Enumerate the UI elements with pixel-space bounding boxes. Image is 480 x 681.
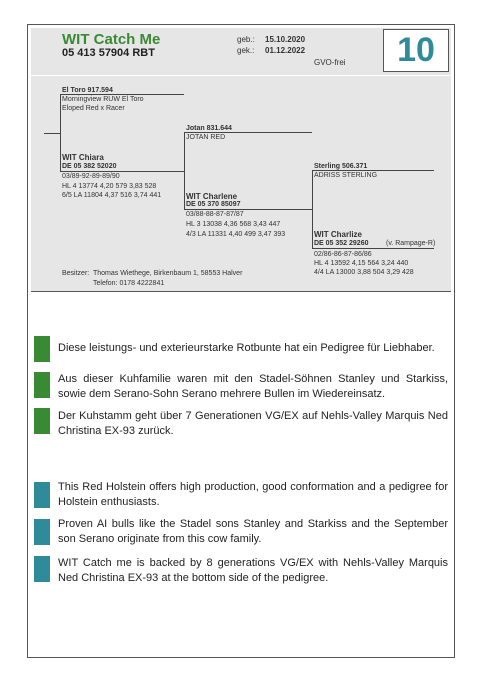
charlize-row2: 4/4 LA 13000 3,88 504 3,29 428 — [314, 269, 414, 276]
paragraph-en-1: This Red Holstein offers high production, good conformation and a pedigree for Holstein enthusiasts. — [58, 481, 448, 508]
line-granddam-sire-vertical — [312, 170, 313, 248]
paragraph-en-3: WIT Catch me is backed by 8 generations VG/EX with Nehls-Valley Marquis Ned Christina EX-93 at the bottom side of the pedigree. — [58, 557, 448, 584]
cow-id: 05 413 57904 RBT — [62, 47, 155, 59]
owner-address: Thomas Wiethege, Birkenbaum 1, 58553 Halver — [93, 270, 243, 277]
paragraph-en-2: Proven AI bulls like the Stadel sons Stanley and Starkiss and the September son Serano originate from this cow family. — [58, 518, 448, 545]
chiara-lactation: 03/89-92-89-89/90 — [62, 173, 120, 180]
line-sterling — [312, 170, 434, 171]
birth-date: 15.10.2020 — [265, 35, 306, 44]
line-root-stub — [44, 133, 60, 134]
sterling-name: Sterling 506.371 — [314, 163, 368, 170]
teal-marker — [34, 482, 50, 508]
chiara-row1: HL 4 13774 4,20 579 3,83 528 — [62, 183, 157, 190]
charlize-name: WIT Charlize — [314, 230, 363, 239]
cow-name: WIT Catch Me — [62, 31, 161, 48]
chiara-id: DE 05 382 52020 — [62, 163, 117, 170]
line-dam-sire-vertical — [184, 132, 185, 210]
charlene-row1: HL 3 13038 4,36 568 3,43 447 — [186, 221, 281, 228]
charlene-name: WIT Charlene — [186, 192, 238, 201]
owner-phone: Telefon: 0178 4222841 — [93, 280, 165, 287]
gvo-status: GVO-frei — [314, 58, 346, 67]
catalog-number: 10 — [397, 31, 435, 69]
birth-label: geb.: — [237, 35, 255, 44]
charlene-row2: 4/3 LA 11331 4,40 499 3,47 393 — [186, 231, 286, 238]
charlene-lactation: 03/88-88-87-87/87 — [186, 211, 244, 218]
jotan-line1: JOTAN RED — [186, 134, 226, 141]
charlize-id: DE 05 352 29260 — [314, 240, 369, 247]
teal-marker — [34, 556, 50, 582]
line-el-toro — [60, 94, 184, 95]
line-chiara — [60, 171, 184, 172]
paragraph-de-3: Der Kuhstamm geht über 7 Generationen VG/EX auf Nehls-Valley Marquis Ned Christina EX-93 zurück. — [58, 410, 448, 437]
paragraph-de-1: Diese leistungs- und exterieurstarke Rotbunte hat ein Pedigree für Liebhaber. — [58, 342, 435, 354]
line-charlize — [312, 248, 434, 249]
line-sire-vertical — [60, 94, 61, 172]
jotan-name: Jotan 831.644 — [186, 125, 232, 132]
sterling-line1: ADRISS STERLING — [314, 172, 378, 179]
chiara-name: WIT Chiara — [62, 153, 104, 162]
charlize-note: (v. Rampage-R) — [386, 240, 436, 247]
el-toro-name: El Toro 917.594 — [62, 87, 113, 94]
el-toro-line1: Morningview RUW El Toro — [62, 96, 144, 103]
green-marker — [34, 408, 50, 434]
teal-marker — [34, 519, 50, 545]
calving-date: 01.12.2022 — [265, 46, 306, 55]
paragraph-de-2: Aus dieser Kuhfamilie waren mit den Stadel-Söhnen Stanley und Starkiss, sowie dem Serano-Sohn Serano mehrere Bullen im Wiedereinsatz. — [58, 373, 448, 400]
owner-label: Besitzer: — [62, 270, 90, 277]
green-marker — [34, 372, 50, 398]
line-charlene — [184, 209, 312, 210]
line-jotan — [184, 132, 312, 133]
charlize-row1: HL 4 13592 4,15 564 3,24 440 — [314, 260, 409, 267]
charlize-lactation: 02/86-86-87-86/86 — [314, 251, 372, 258]
chiara-row2: 6/5 LA 11804 4,37 516 3,74 441 — [62, 192, 162, 199]
green-marker — [34, 336, 50, 362]
charlene-id: DE 05 370 85097 — [186, 201, 241, 208]
calving-label: gek.: — [237, 46, 255, 55]
el-toro-line2: Eloped Red x Racer — [62, 105, 125, 112]
